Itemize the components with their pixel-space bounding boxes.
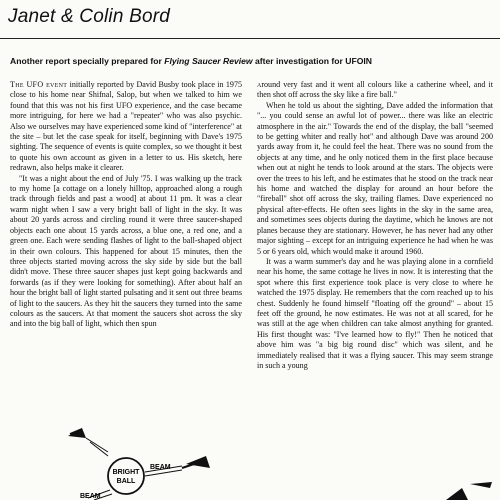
- paragraph: It was a warm summer's day and he was playing alone in a cornfield near his home, the same cottage he lives in now. It is interesting that the spot where this first experience took place is very close to where he watched the 1975 display. He remembers that the corn reached up to his chest. Suddenly he found himself "floating off the ground" – about 15 feet off the ground, he now estimates. He was not at all scared, for he was still at the age when children can take almost anything for granted. His first thought was: "I've learned how to fly!" Then he noticed that above him was "a big big round disc" which was silent, and he immediately realised that it was a flying saucer. This may seem strange in such a young: [257, 256, 493, 370]
- header-rule: [0, 38, 500, 39]
- paragraph: When he told us about the sighting, Dave added the information that "... you could sense an awful lot of power... there was like an electric atmosphere in the air." Towards the end of the display, the ball "seemed to be getting whiter and really hot" and although Dave was around 200 yards away from it, he could feel the heat. There was no sound from the objects at any time, and he only noticed them in the first place because when out at night he tends to look around at the stars. The objects were over the trees to his left, and he estimates that he stood on the track near his home and watched the display for around an hour before the "fireball" shot off across the sky, trailing flames. Dave experienced no physical after-effects. He often sees lights in the sky in the same area, and sometimes sees objects during the daytime, which he knows are not planes because they are stationary. However, he has never had any other major sighting – except for an intriguing experience he had when he was 5 or 6 years old, which would make it around 1960.: [257, 100, 493, 256]
- paragraph-body: initially reported by David Busby took place in 1975 close to his home near Shifnal, Salop, but when we talked to him we found that this was not his first UFO experience, and the case became more intriguing, for here we had a "repeater" who was also psychic. Also we ourselves may have experienced some kind of "interference" at the site – but let the case speak for itself, beginning with Dave's 1975 sighting. The sequence of events is quite complex, so we thought it best to quote his own account as given in a letter to us. His sketch, here redrawn, also helps make it clearer.: [10, 80, 242, 173]
- saucer-icon: [182, 456, 210, 468]
- saucer-sketch-fragment: [440, 482, 496, 500]
- subhead-suffix: after investigation for UFOIN: [252, 56, 372, 66]
- light-beam: [86, 438, 108, 456]
- paragraph: around very fast and it went all colours like a catherine wheel, and it then shot off across the sky like a fire ball.": [257, 80, 493, 100]
- ball-label: BRIGHT: [112, 469, 140, 476]
- magazine-name: Flying Saucer Review: [164, 56, 253, 66]
- saucer-icon: [446, 488, 468, 500]
- paragraph: "It was a night about the end of July '75. I was walking up the track to my home [a cottage on a lonely hilltop, approached along a rough track through fields and past a wood] at about 11 pm. It was a clear warm night when I saw a very bright ball of light in the sky. It was about 20 yards across and circling round it were three saucer-shaped objects each one about 15 yards across, a blue one, a red one, and a green one. Each were sending flashes of light to the ball-shaped object in their own colours. This happened for about 15 minutes, then the three objects started moving across the sky side by side but the ball didn't move. These three saucer shapes just kept going backwards and forwards (as if they were looking for something). After about half an hour the bright ball of light started pulsating and it sent out three beams of light to the saucers. As they hit the saucers they turned into the same colours as the saucers. At that moment the saucers shot across the sky and into the big ball of light, which then spun: [10, 173, 242, 329]
- ball-label: BALL: [116, 478, 136, 485]
- paragraph: [10, 80, 242, 174]
- right-column: [257, 80, 493, 371]
- bright-ball-icon: [108, 458, 144, 494]
- article-subhead: [10, 56, 495, 66]
- lead-in: The UFO event: [10, 80, 68, 89]
- subhead-prefix: Another report specially prepared for: [10, 56, 165, 66]
- left-column: [10, 80, 242, 330]
- beam-label: BEAM: [150, 464, 171, 471]
- beam-label: BEAM: [80, 493, 101, 500]
- saucer-icon: [470, 482, 492, 488]
- witness-sketch: [10, 412, 242, 500]
- article-authors: Janet & Colin Bord: [8, 6, 171, 27]
- saucer-icon: [68, 428, 86, 438]
